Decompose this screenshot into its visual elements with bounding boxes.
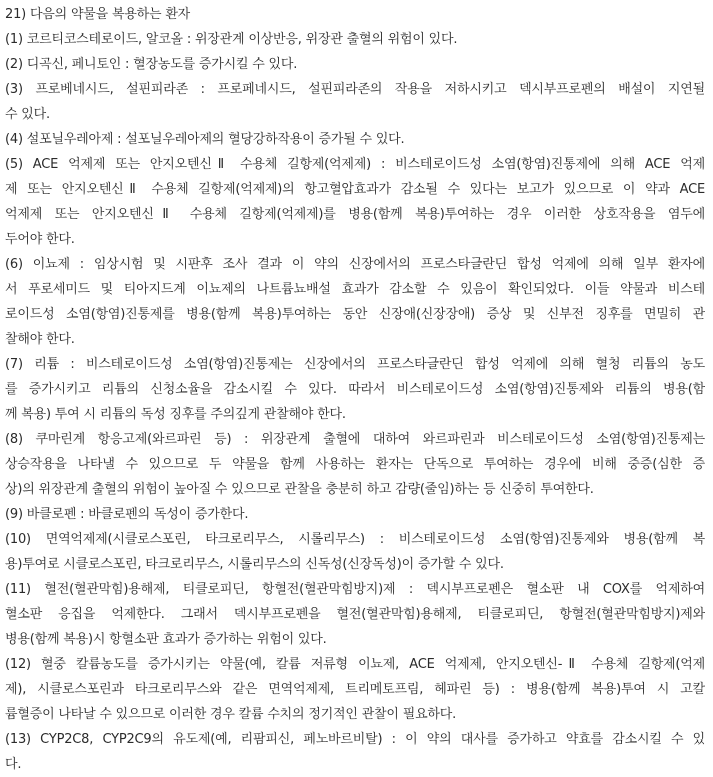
text-line: (8) 쿠마린계 항응고제(와르파린 등) : 위장관계 출혈에 대하여 와르파린과 비스테로이드성 소염(항염)진통제는 xyxy=(5,432,705,447)
text-line: 용)투여로 시클로스포린, 타크로리무스, 시롤리무스의 신독성(신장독성)이 증가할 수 있다. xyxy=(5,557,504,572)
text-line: (6) 이뇨제 : 임상시험 및 시판후 조사 결과 이 약의 신장에서의 프로스타글란딘 합성 억제에 의해 일부 환자에 xyxy=(5,257,705,272)
text-line: 수 있다. xyxy=(5,107,50,122)
text-line: 륨혈증이 나타날 수 있으므로 이러한 경우 칼륨 수치의 정기적인 관찰이 필요하다. xyxy=(5,707,457,722)
text-line: 두어야 한다. xyxy=(5,232,75,247)
text-line: 찰해야 한다. xyxy=(5,332,75,347)
text-line: 로이드성 소염(항염)진통제를 병용(함께 복용)투여하는 동안 신장애(신장장애) 증상 및 신부전 징후를 면밀히 관 xyxy=(5,307,705,322)
text-line: 상)의 위장관계 출혈의 위험이 높아질 수 있으므로 관찰을 충분히 하고 감량(줄임)하는 등 신중히 투여한다. xyxy=(5,482,594,497)
text-line: (9) 바클로펜 : 바클로펜의 독성이 증가한다. xyxy=(5,507,249,522)
text-line: 상승작용을 나타낼 수 있으므로 두 약물을 함께 사용하는 환자는 단독으로 투여하는 경우에 비해 중증(심한 증 xyxy=(5,457,705,472)
text-line: (3) 프로베네시드, 설핀피라존 : 프로페네시드, 설핀피라존의 작용을 저하시키고 덱시부프로펜의 배설이 지연될 xyxy=(5,82,705,97)
text-line: (1) 코르티코스테로이드, 알코올 : 위장관계 이상반응, 위장관 출혈의 위험이 있다. xyxy=(5,32,458,47)
text-line: 서 푸로세미드 및 티아지드계 이뇨제의 나트륨뇨배설 효과가 감소할 수 있음이 확인되었다. 이들 약물과 비스테 xyxy=(5,282,705,297)
text-line: 억제제 또는 안지오텐신Ⅱ 수용체 길항제(억제제)를 병용(함께 복용)투여하는 경우 이러한 상호작용을 염두에 xyxy=(5,207,705,222)
text-line: 혈소판 응집을 억제한다. 그래서 덱시부프로펜을 혈전(혈관막힘)용해제, 티클로피딘, 항혈전(혈관막힘방지)제와 xyxy=(5,607,705,622)
text-line: 를 증가시키고 리튬의 신청소율을 감소시킬 수 있다. 따라서 비스테로이드성 소염(항염)진통제와 리튬의 병용(함 xyxy=(5,382,705,397)
text-line: (10) 면역억제제(시클로스포린, 타크로리무스, 시롤리무스) : 비스테로이드성 소염(항염)진통제와 병용(함께 복 xyxy=(5,532,705,547)
section-heading: 21) 다음의 약물을 복용하는 환자 xyxy=(5,7,191,22)
text-line: (5) ACE 억제제 또는 안지오텐신Ⅱ 수용체 길항제(억제제) : 비스테로이드성 소염(항염)진통제에 의해 ACE 억제 xyxy=(5,157,705,172)
text-line: 다. xyxy=(5,757,22,772)
text-line: (4) 설포닐우레아제 : 설포닐우레아제의 혈당강하작용이 증가될 수 있다. xyxy=(5,132,405,147)
text-line: 제), 시클로스포린과 타크로리무스와 같은 면역억제제, 트리메토프림, 헤파린 등) : 병용(함께 복용)투여 시 고칼 xyxy=(5,682,705,697)
text-line: 병용(함께 복용)시 항혈소판 효과가 증가하는 위험이 있다. xyxy=(5,632,327,647)
text-line: (11) 혈전(혈관막힘)용해제, 티클로피딘, 항혈전(혈관막힘방지)제 : 덱시부프로펜은 혈소판 내 COX를 억제하여 xyxy=(5,582,705,597)
text-line: (13) CYP2C8, CYP2C9의 유도제(예, 리팜피신, 페노바르비탈) : 이 약의 대사를 증가하고 약효를 감소시킬 수 있 xyxy=(5,732,705,747)
text-line: (7) 리튬 : 비스테로이드성 소염(항염)진통제는 신장에서의 프로스타글란딘 합성 억제에 의해 혈청 리튬의 농도 xyxy=(5,357,705,372)
text-line: (12) 혈중 칼륨농도를 증가시키는 약물(예, 칼륨 저류형 이뇨제, ACE 억제제, 안지오텐신-Ⅱ 수용체 길항제(억제 xyxy=(5,657,705,672)
text-line: 께 복용) 투여 시 리튬의 독성 징후를 주의깊게 관찰해야 한다. xyxy=(5,407,346,422)
text-line: 제 또는 안지오텐신Ⅱ 수용체 길항제(억제제)의 항고혈압효과가 감소될 수 있다는 보고가 있으므로 이 약과 ACE xyxy=(5,182,705,197)
text-line: (2) 디곡신, 페니토인 : 혈장농도를 증가시킬 수 있다. xyxy=(5,57,298,72)
